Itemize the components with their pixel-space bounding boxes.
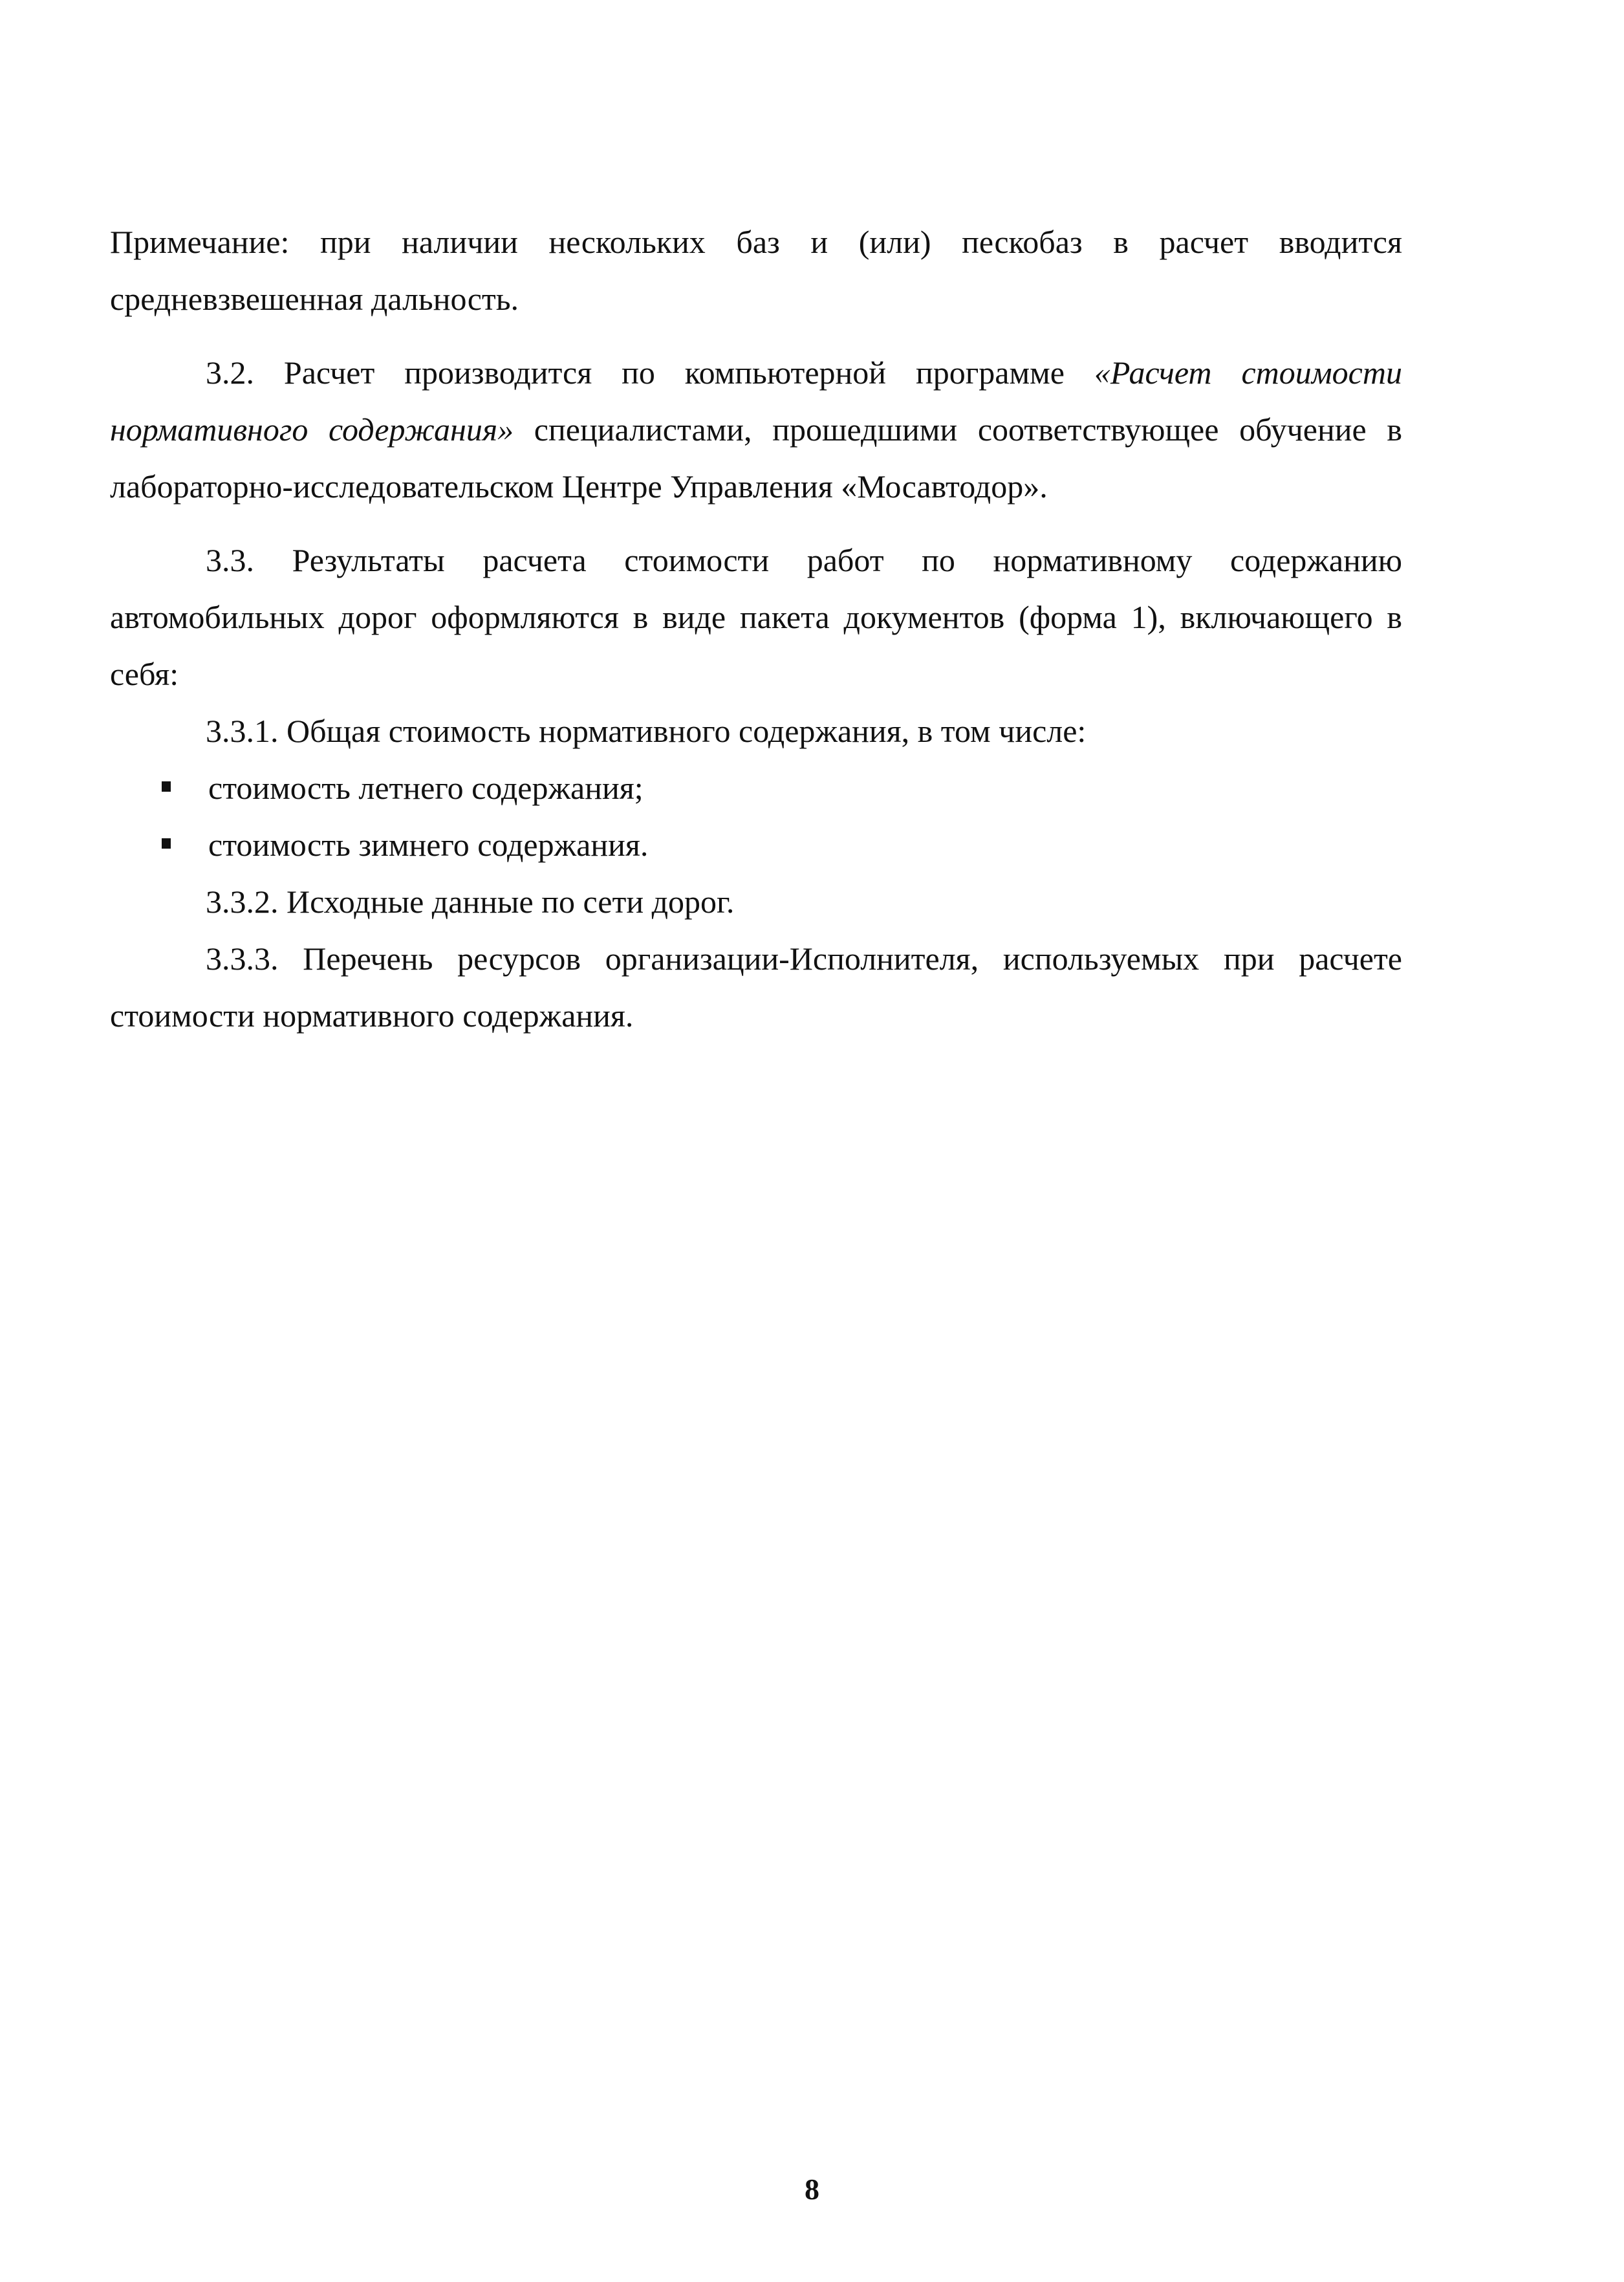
page-number: 8	[805, 2173, 819, 2206]
square-bullet-icon	[162, 838, 171, 849]
section-3-3-1-paragraph: 3.3.1. Общая стоимость нормативного содержания, в том числе:	[206, 713, 1087, 749]
section-3-3-3-paragraph: 3.3.3. Перечень ресурсов организации-Исполнителя, используемых при расчете стоимости нормативного содержания.	[110, 940, 1402, 1034]
section-3-3-paragraph: 3.3. Результаты расчета стоимости работ по нормативному содержанию автомобильных дорог оформляются в виде пакета документов (форма 1), включающего в себя:	[110, 542, 1402, 692]
bullet-text-summer: стоимость летнего содержания;	[208, 770, 644, 806]
section-3-3-2-paragraph: 3.3.2. Исходные данные по сети дорог.	[206, 884, 735, 920]
bullet-text-winter: стоимость зимнего содержания.	[208, 827, 649, 863]
square-bullet-icon	[162, 781, 171, 792]
cost-bullet-list	[110, 759, 1402, 873]
section-3-2-text-after: специалистами, прошедшими соответствующее обучение в лабораторно-исследовательском Центре Управления «Мосавтодор».	[110, 411, 1402, 505]
section-3-2-text-before: Расчет производится по компьютерной программе	[254, 354, 1094, 391]
note-paragraph: Примечание: при наличии нескольких баз и (или) пескобаз в расчет вводится средневзвешенная дальность.	[110, 224, 1402, 317]
list-item	[110, 816, 1402, 873]
section-3-2-paragraph	[110, 344, 1402, 515]
list-item	[110, 759, 1402, 816]
section-3-2-number: 3.2.	[206, 354, 254, 391]
page-content	[110, 213, 1402, 1044]
program-name: «Расчет стоимости нормативного содержания»	[110, 354, 1402, 448]
